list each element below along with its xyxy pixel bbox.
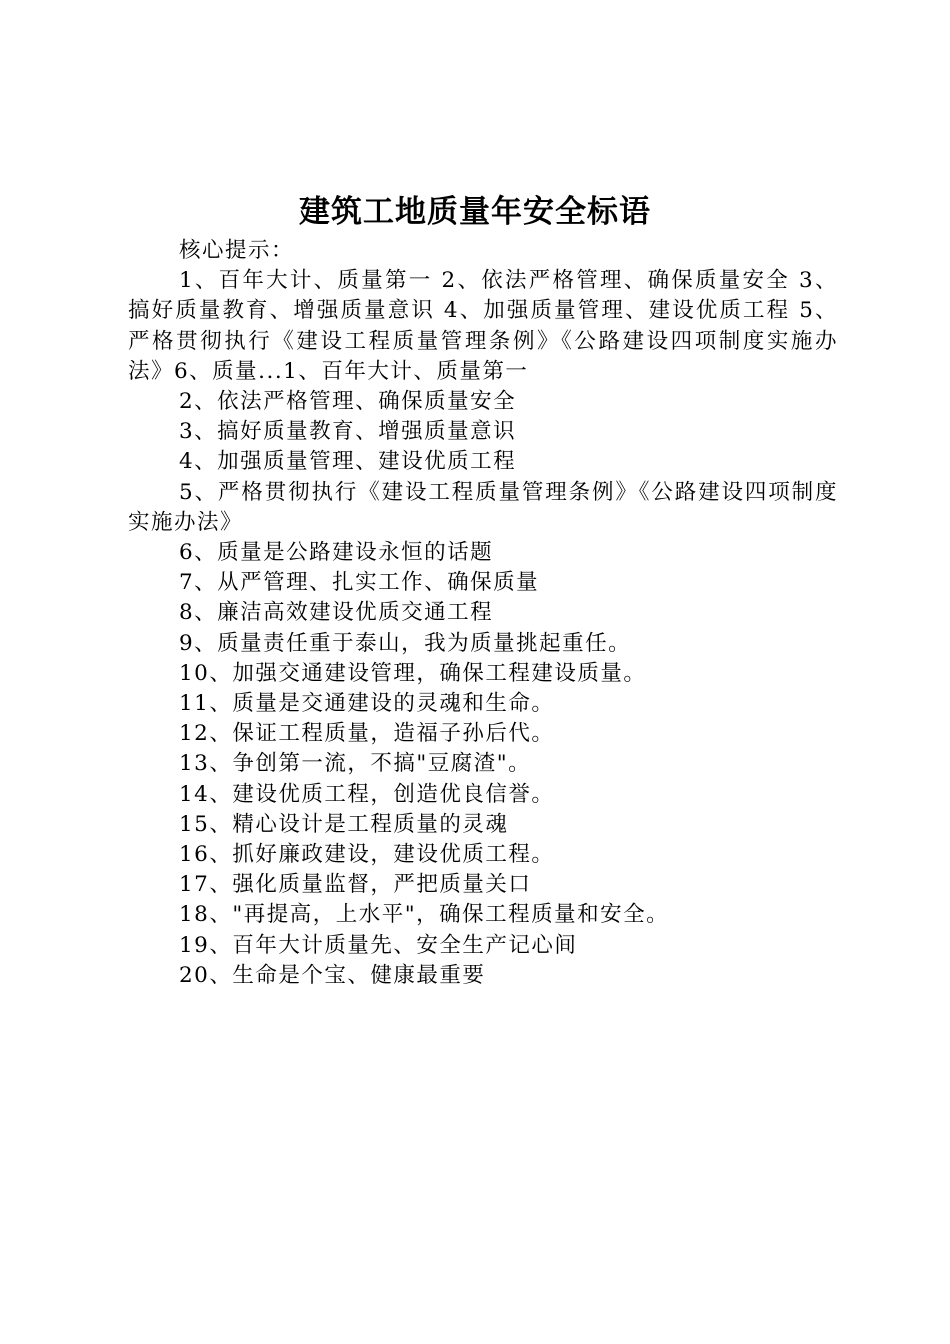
- document-title: 建筑工地质量年安全标语: [299, 194, 651, 230]
- slogan-item: 12、保证工程质量，造福子孙后代。: [179, 721, 555, 747]
- slogan-item: 14、建设优质工程，创造优良信誉。: [179, 781, 555, 807]
- slogan-item: 18、"再提高，上水平"，确保工程质量和安全。: [179, 902, 670, 928]
- slogan-item: 20、生命是个宝、健康最重要: [179, 962, 486, 988]
- slogan-item: 9、质量责任重于泰山，我为质量挑起重任。: [179, 630, 632, 656]
- intro-label: 核心提示：: [179, 238, 295, 263]
- slogan-item: 6、质量是公路建设永恒的话题: [179, 540, 494, 566]
- summary-paragraph: 1、百年大计、质量第一 2、依法严格管理、确保质量安全 3、搞好质量教育、增强质量意识 4、加强质量管理、建设优质工程 5、严格贯彻执行《建设工程质量管理条例》《公路建设四项制度实施办法》6、质量...1、百年大计、质量第一: [128, 268, 838, 384]
- slogan-item: 2、依法严格管理、确保质量安全: [179, 389, 517, 415]
- document-body: [128, 236, 838, 991]
- slogan-item: 4、加强质量管理、建设优质工程: [179, 449, 517, 475]
- slogan-item: 10、加强交通建设管理，确保工程建设质量。: [179, 660, 647, 686]
- slogan-item: 5、严格贯彻执行《建设工程质量管理条例》《公路建设四项制度实施办法》: [128, 479, 838, 535]
- slogan-item: 17、强化质量监督，严把质量关口: [179, 872, 532, 898]
- slogan-item: 7、从严管理、扎实工作、确保质量: [179, 570, 540, 596]
- slogan-item: 13、争创第一流，不搞"豆腐渣"。: [179, 751, 532, 777]
- slogan-item: 19、百年大计质量先、安全生产记心间: [179, 932, 578, 958]
- slogan-item: 16、抓好廉政建设，建设优质工程。: [179, 842, 555, 868]
- slogan-item: 15、精心设计是工程质量的灵魂: [179, 811, 509, 837]
- slogan-item: 3、搞好质量教育、增强质量意识: [179, 419, 517, 445]
- slogan-item: 11、质量是交通建设的灵魂和生命。: [179, 691, 555, 717]
- slogan-item: 8、廉洁高效建设优质交通工程: [179, 600, 494, 626]
